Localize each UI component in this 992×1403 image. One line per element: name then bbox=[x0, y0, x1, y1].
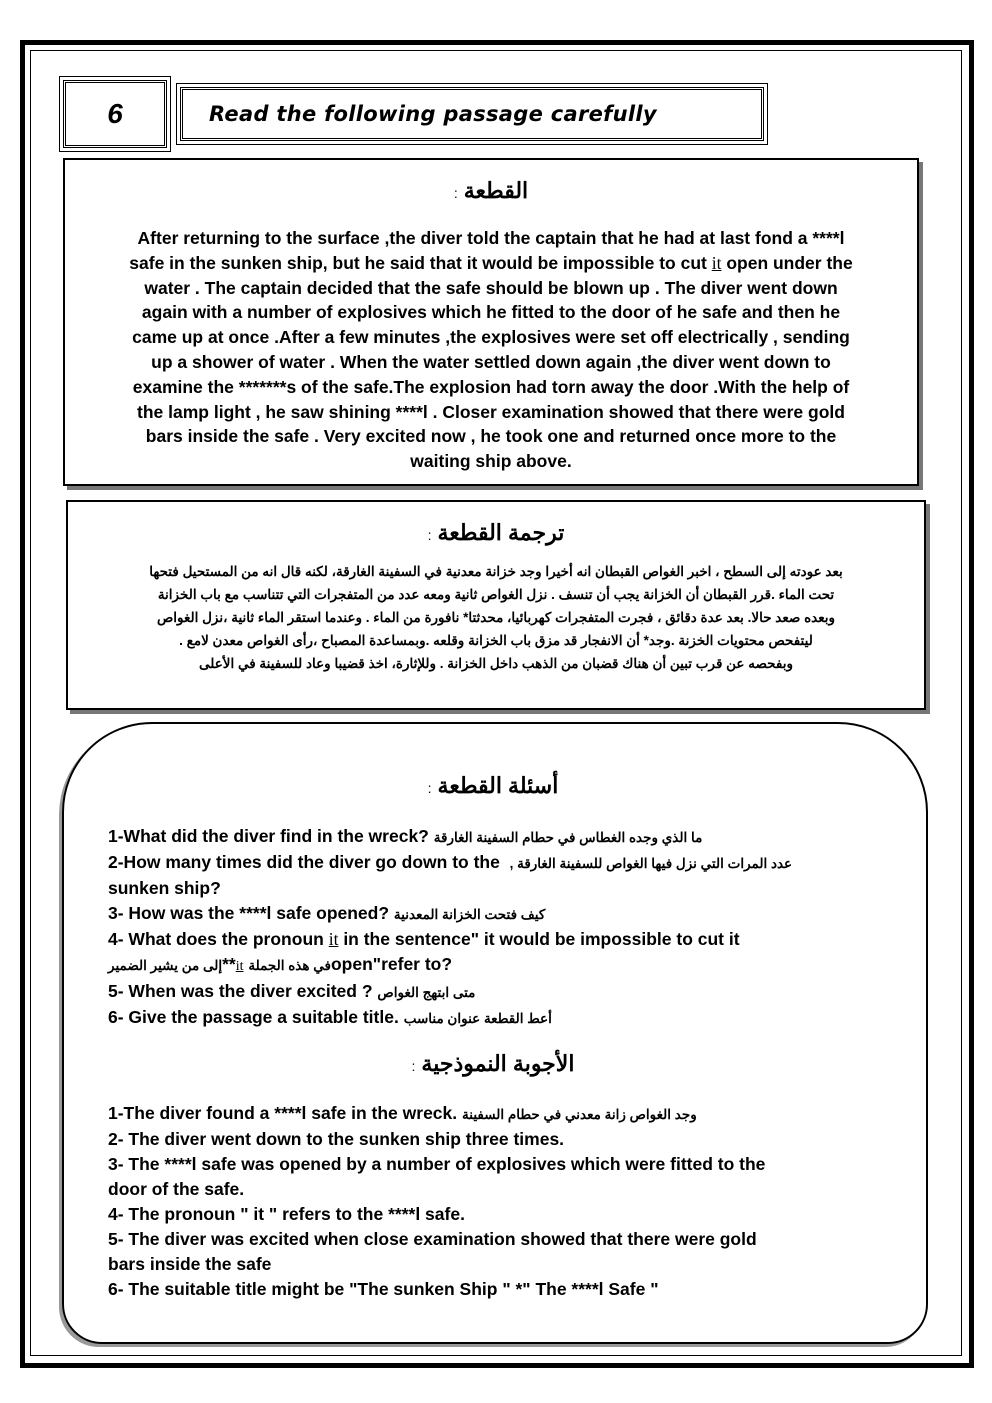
question-2 bbox=[108, 850, 908, 901]
page-title: Read the following passage carefully bbox=[180, 87, 764, 141]
colon: : bbox=[427, 527, 432, 543]
colon: : bbox=[427, 780, 432, 796]
question-3 bbox=[108, 901, 908, 927]
answer-2: 2- The diver went down to the sunken ship three times. bbox=[108, 1129, 565, 1149]
passage-box bbox=[63, 158, 919, 486]
line: up a shower of water . When the water settled down again ,the diver went down to bbox=[151, 351, 831, 372]
heading-text: الأجوبة النموذجية bbox=[421, 1051, 575, 1076]
passage-text bbox=[65, 226, 917, 474]
question-en: sunken ship? bbox=[108, 878, 221, 898]
question-en: 6- Give the passage a suitable title. bbox=[108, 1007, 399, 1027]
question-en: 5- When was the diver excited ? bbox=[108, 981, 373, 1001]
line: After returning to the surface ,the diver told the captain that he had at last fond a ****l bbox=[137, 228, 845, 248]
line: safe in the sunken ship, but he said that it would be impossible to cut bbox=[129, 252, 707, 273]
line: open under the bbox=[726, 252, 853, 273]
line: came up at once .After a few minutes ,the explosives were set off electrically , sending bbox=[132, 327, 850, 348]
line: bars inside the safe . Very excited now , he took one and returned once more to the bbox=[145, 426, 837, 447]
question-4: 4- What does the pronoun it in the sentence" it would be impossible to cut it إلى من يشير الضمير**it في هذه الجملةopen"refer to? bbox=[108, 929, 740, 974]
answer-6: 6- The suitable title might be "The sunken Ship " *" The ****l Safe " bbox=[108, 1279, 659, 1299]
question-ar: في هذه الجملة bbox=[248, 958, 331, 973]
line: وبفحصه عن قرب تبين أن هناك قضبان من الذهب داخل الخزانة . وللإثارة، اخذ قضيبا وعاد للسفينة في الأعلى bbox=[198, 656, 794, 671]
question-ar: عدد المرات التي نزل فيها الغواص للسفينة الغارقة , bbox=[509, 856, 793, 871]
pronoun-it: it bbox=[235, 959, 244, 974]
question-1 bbox=[108, 824, 908, 850]
translation-text bbox=[68, 560, 924, 675]
question-ar: متى ابتهج الغواص bbox=[377, 985, 476, 1000]
question-5 bbox=[108, 979, 908, 1005]
answer-en: 3- The ****l safe was opened by a number of explosives which were fitted to the bbox=[108, 1154, 766, 1174]
questions-list bbox=[108, 824, 908, 1031]
pronoun-it: it bbox=[328, 929, 339, 949]
line: وبعده صعد حالا. بعد عدة دقائق ، فجرت المتفجرات كهربائيا، محدثتا* نافورة من الماء . وعندما استقر الماء ثانية ،نزل الغواص bbox=[156, 610, 836, 625]
answers-heading bbox=[62, 1051, 924, 1077]
answers-list bbox=[108, 1101, 908, 1302]
question-ar: ما الذي وجده الغطاس في حطام السفينة الغارقة bbox=[433, 830, 703, 845]
heading-text: ترجمة القطعة bbox=[437, 520, 565, 545]
line: تحت الماء .قرر القبطان أن الخزانة يجب أن تنسف . نزل الغواص ثانية ومعه عدد من المتفجرات التي تتناسب مع باب الخزانة bbox=[157, 587, 835, 602]
colon: : bbox=[411, 1058, 416, 1074]
answer-1 bbox=[108, 1101, 908, 1127]
heading-text: أسئلة القطعة bbox=[437, 773, 559, 798]
translation-box bbox=[66, 500, 926, 710]
answer-4: 4- The pronoun " it " refers to the ****l safe. bbox=[108, 1204, 465, 1224]
line: ليتفحص محتويات الخزنة .وجد* أن الانفجار قد مزق باب الخزانة وقلعه .وبمساعدة المصباح ،رأى الغواص معدن لامع . bbox=[179, 633, 813, 648]
answer-3 bbox=[108, 1152, 908, 1202]
question-ar: أعط القطعة عنوان مناسب bbox=[403, 1011, 552, 1026]
colon: : bbox=[453, 185, 458, 201]
question-ar: كيف فتحت الخزانة المعدنية bbox=[393, 907, 546, 922]
line: بعد عودته إلى السطح ، اخبر الغواص القبطان انه أخيرا وجد خزانة معدنية في السفينة الغارقة، لكنه قال انه من المستحيل فتحها bbox=[149, 564, 843, 579]
answer-en: door of the safe. bbox=[108, 1179, 245, 1199]
answer-ar: وجد الغواص زانة معدني في حطام السفينة bbox=[462, 1107, 697, 1122]
questions-heading bbox=[62, 773, 924, 799]
line: waiting ship above. bbox=[410, 451, 572, 472]
line: the lamp light , he saw shining ****l . Closer examination showed that there were gold bbox=[137, 401, 845, 422]
answer-en: 5- The diver was excited when close examination showed that there were gold bbox=[108, 1229, 757, 1249]
pronoun-it: it bbox=[711, 252, 722, 273]
question-en: 3- How was the ****l safe opened? bbox=[108, 903, 390, 923]
question-en: 2-How many times did the diver go down to the bbox=[108, 852, 500, 872]
line: examine the *******s of the safe.The explosion had torn away the door .With the help of bbox=[132, 376, 850, 397]
answer-en: 1-The diver found a ****l safe in the wreck. bbox=[108, 1103, 458, 1123]
question-en: open"refer to? bbox=[330, 954, 453, 974]
question-en: 4- What does the pronoun bbox=[108, 929, 324, 949]
passage-heading bbox=[65, 178, 917, 204]
line: water . The captain decided that the safe should be blown up . The diver went down bbox=[144, 277, 838, 298]
answer-5 bbox=[108, 1227, 908, 1277]
question-en: 1-What did the diver find in the wreck? bbox=[108, 826, 429, 846]
lesson-number: 6 bbox=[63, 80, 167, 148]
heading-text: القطعة bbox=[463, 178, 529, 203]
translation-heading bbox=[68, 520, 924, 546]
question-ar: إلى من يشير الضمير bbox=[108, 958, 223, 973]
answer-en: bars inside the safe bbox=[108, 1254, 272, 1274]
question-en: in the sentence" it would be impossible to cut it bbox=[343, 929, 740, 949]
question-6 bbox=[108, 1005, 908, 1031]
line: again with a number of explosives which he fitted to the door of he safe and then he bbox=[141, 302, 841, 323]
